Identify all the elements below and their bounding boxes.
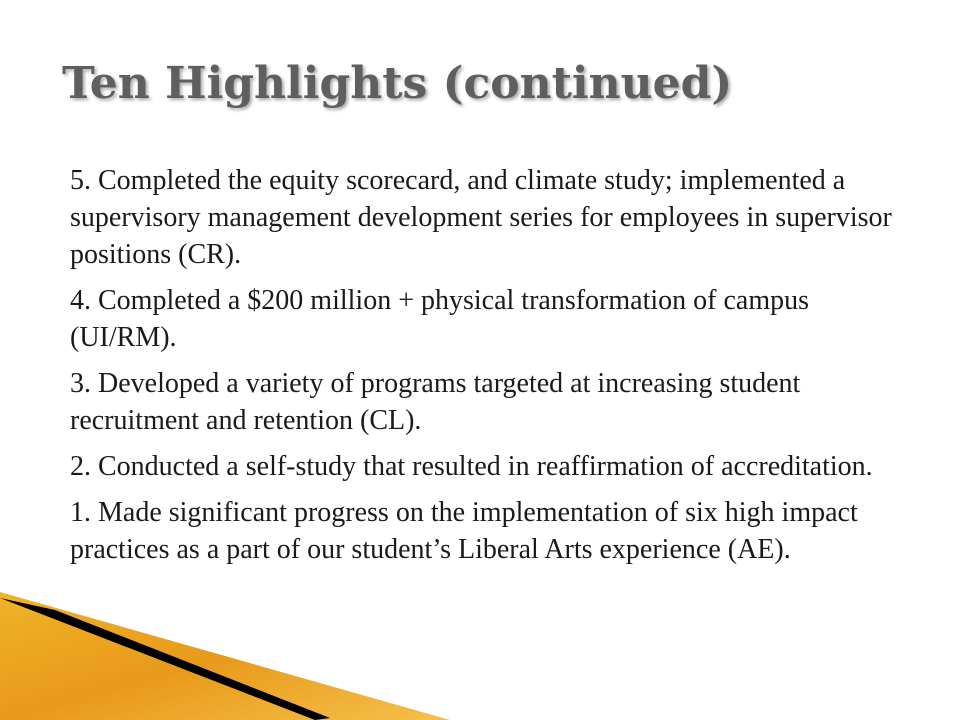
highlight-item-5: 5. Completed the equity scorecard, and climate study; implemented a supervisory management development series for employees in supervisor positions (CR). xyxy=(70,165,892,270)
gold-swoosh-shape xyxy=(0,592,450,720)
highlights-list xyxy=(70,162,910,577)
highlight-item-1: 1. Made significant progress on the implementation of six high impact practices as a part of our student’s Liberal Arts experience (AE). xyxy=(70,497,858,565)
highlight-item-3: 3. Developed a variety of programs targeted at increasing student recruitment and retention (CL). xyxy=(70,368,801,436)
highlight-item-2: 2. Conducted a self-study that resulted in reaffirmation of accreditation. xyxy=(70,451,873,482)
black-swoosh-shape xyxy=(0,598,330,720)
slide-title: Ten Highlights (continued) xyxy=(62,58,733,109)
highlight-item-4: 4. Completed a $200 million + physical transformation of campus (UI/RM). xyxy=(70,285,809,353)
